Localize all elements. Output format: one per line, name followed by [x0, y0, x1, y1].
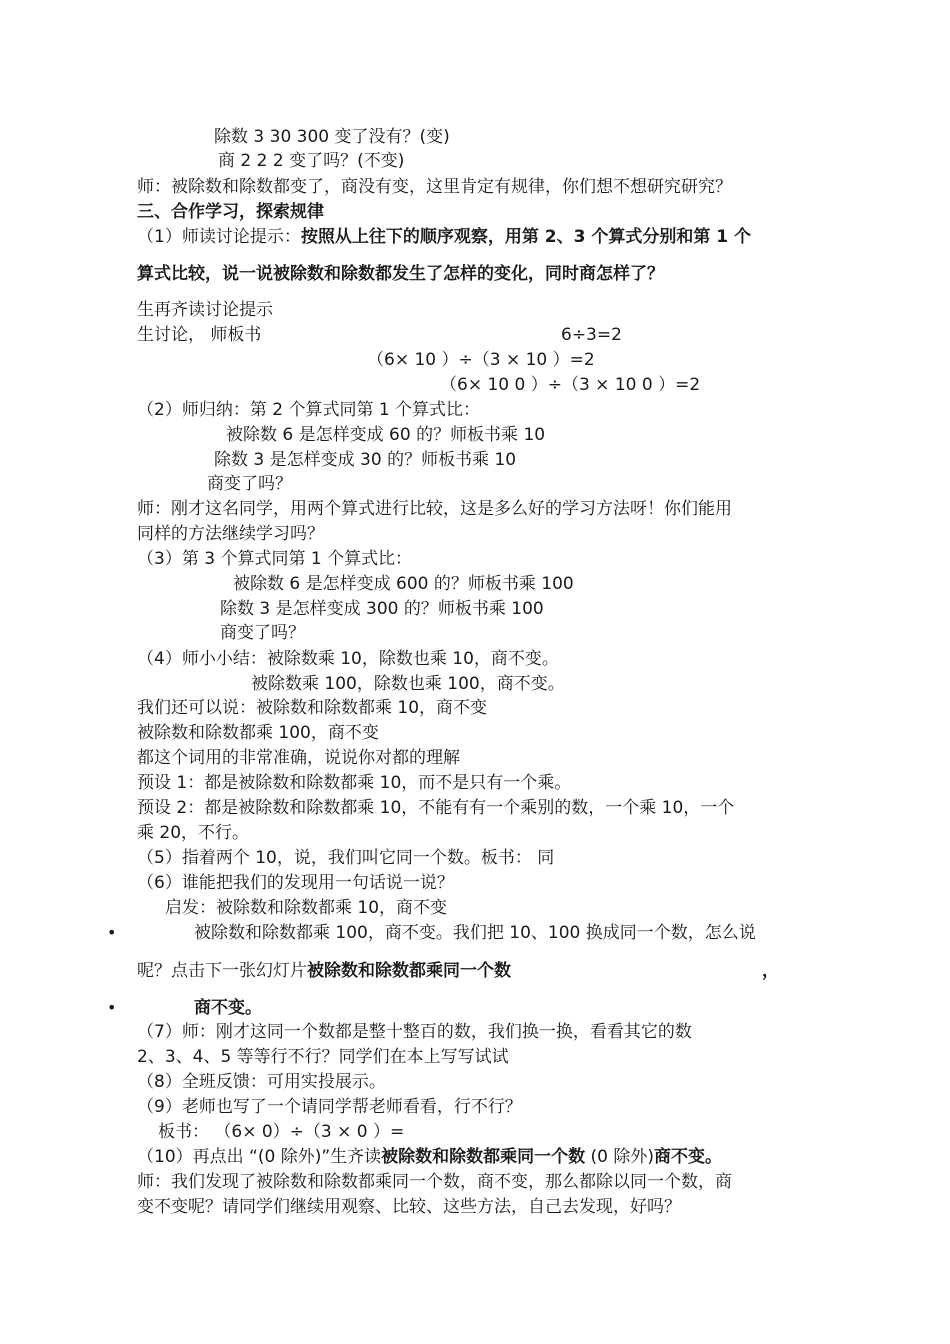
bullet-icon: •	[107, 923, 117, 942]
formula-line: （6× 10 ）÷（3 × 10 ）=2	[367, 350, 595, 370]
formula-line: 板书： （6× 0）÷（3 × 0 ）=	[158, 1122, 405, 1142]
text-span: （1）师读讨论提示：	[137, 227, 301, 247]
text-line: 商不变。	[194, 998, 262, 1018]
text-line: 商 2 2 2 变了吗？(不变)	[218, 151, 405, 171]
text-line: （7）师：刚才这同一个数都是整十整百的数，我们换一换，看看其它的数	[137, 1022, 692, 1042]
formula-line: 6÷3=2	[561, 325, 622, 345]
bullet-icon: •	[107, 998, 117, 1017]
text-line: （9）老师也写了一个请同学帮老师看看，行不行？	[137, 1097, 522, 1117]
text-line: （8）全班反馈：可用实投展示。	[137, 1072, 386, 1092]
text-line: （2）师归纳：第 2 个算式同第 1 个算式比：	[137, 400, 481, 420]
text-line	[137, 1146, 722, 1168]
text-line: （6）谁能把我们的发现用一句话说一说？	[137, 873, 454, 893]
text-line	[137, 960, 511, 982]
text-line: 被除数和除数都乘 100，商不变。我们把 10、100 换成同一个数，怎么说	[194, 923, 756, 943]
text-line: 除数 3 是怎样变成 300 的？师板书乘 100	[220, 599, 544, 619]
text-line: （5）指着两个 10，说，我们叫它同一个数。板书： 同	[137, 848, 555, 868]
bold-span: ，	[762, 961, 779, 981]
text-line: 2、3、4、5 等等行不行？同学们在本上写写试试	[137, 1047, 509, 1067]
text-line: 启发：被除数和除数都乘 10，商不变	[165, 898, 448, 918]
text-line: 被除数 6 是怎样变成 600 的？师板书乘 100	[233, 574, 574, 594]
text-line: 我们还可以说：被除数和除数都乘 10，商不变	[137, 698, 488, 718]
bold-span: 被除数和除数都乘同一个数	[381, 1147, 586, 1167]
text-line: 生讨论， 师板书	[137, 325, 262, 345]
section-heading: 三、合作学习，探索规律	[137, 202, 324, 222]
text-line: 同样的方法继续学习吗？	[137, 524, 324, 544]
text-line: 乘 20，不行。	[137, 823, 250, 843]
text-line: 生再齐读讨论提示	[137, 300, 273, 320]
text-line: 被除数 6 是怎样变成 60 的？师板书乘 10	[226, 425, 546, 445]
text-line: 师：我们发现了被除数和除数都乘同一个数，商不变，那么都除以同一个数，商	[137, 1172, 732, 1192]
text-span: 呢？点击下一张幻灯片	[137, 961, 307, 981]
text-span: （10）再点出 “(0 除外)”生齐读	[137, 1147, 382, 1167]
bold-span: 商不变。	[654, 1147, 723, 1167]
bold-span: 按照从上往下的顺序观察，用第 2、3 个算式分别和第 1 个	[300, 227, 751, 247]
bold-span: 被除数和除数都乘同一个数	[307, 961, 511, 981]
text-line: （4）师小小结：被除数乘 10，除数也乘 10，商不变。	[137, 649, 559, 669]
text-line	[137, 226, 751, 248]
text-span: (0 除外)	[585, 1147, 655, 1167]
text-line: 算式比较，说一说被除数和除数都发生了怎样的变化，同时商怎样了？	[137, 264, 664, 284]
text-line: （3）第 3 个算式同第 1 个算式比：	[137, 549, 413, 569]
text-line: 除数 3 是怎样变成 30 的？师板书乘 10	[214, 450, 517, 470]
text-line: 师：被除数和除数都变了，商没有变，这里肯定有规律，你们想不想研究研究？	[137, 177, 732, 197]
text-line: 都这个词用的非常准确，说说你对都的理解	[137, 748, 460, 768]
text-line: 商变了吗？	[220, 623, 305, 643]
text-line: 变不变呢？请同学们继续用观察、比较、这些方法，自己去发现，好吗？	[137, 1197, 681, 1217]
text-line: 被除数乘 100，除数也乘 100，商不变。	[251, 674, 565, 694]
text-line: 预设 2：都是被除数和除数都乘 10，不能有有一个乘别的数，一个乘 10，一个	[137, 798, 735, 818]
text-line: 被除数和除数都乘 100，商不变	[137, 723, 379, 743]
text-line: 师：刚才这名同学，用两个算式进行比较，这是多么好的学习方法呀！你们能用	[137, 499, 732, 519]
text-line: 预设 1：都是被除数和除数都乘 10，而不是只有一个乘。	[137, 773, 572, 793]
formula-line: （6× 10 0 ）÷（3 × 10 0 ）=2	[440, 375, 701, 395]
text-line: 除数 3 30 300 变了没有？(变)	[214, 127, 450, 147]
text-line: 商变了吗？	[207, 474, 292, 494]
